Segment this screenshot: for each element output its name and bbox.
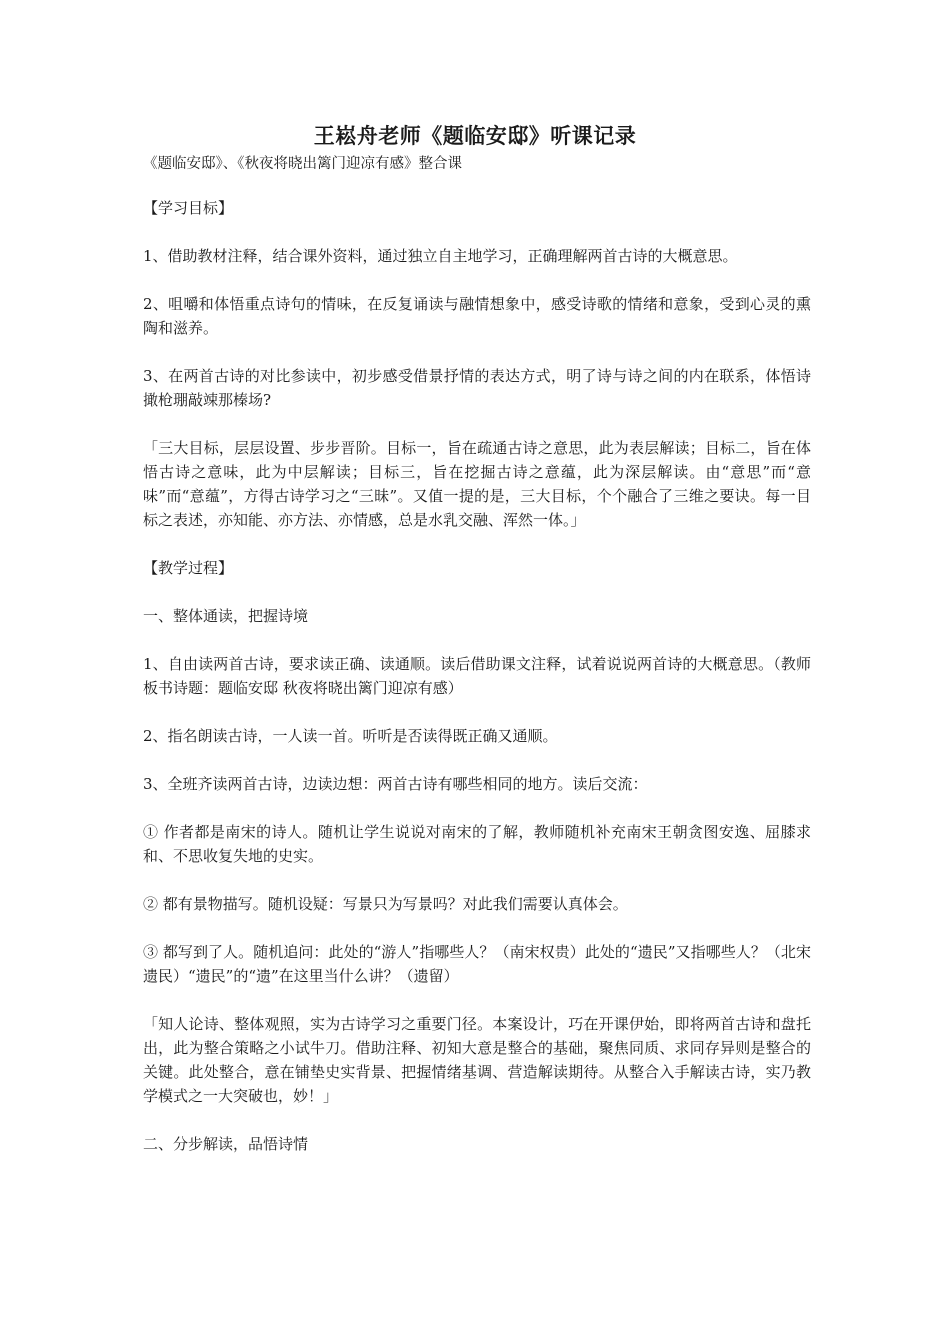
- objective-2: 2、咀嚼和体悟重点诗句的情味，在反复诵读与融情想象中，感受诗歌的情绪和意象，受到心灵的熏陶和滋养。: [143, 295, 811, 337]
- part-2-heading: 二、分步解读，品悟诗情: [143, 1135, 309, 1153]
- step-2: 2、指名朗读古诗，一人读一首。听听是否读得既正确又通顺。: [143, 727, 558, 745]
- objectives-comment: 「三大目标，层层设置、步步晋阶。目标一，旨在疏通古诗之意思，此为表层解读；目标二，旨在体悟古诗之意味，此为中层解读；目标三，旨在挖掘古诗之意蕴，此为深层解读。由“意思”而“意味”而“意蕴”，方得古诗学习之“三昧”。又值一提的是，三大目标，个个融合了三维之要诀。每一目标之表述，亦知能、亦方法、亦情感，总是水乳交融、浑然一体。」: [143, 439, 811, 529]
- document-title: 王崧舟老师《题临安邸》听课记录: [313, 123, 637, 148]
- point-2: ② 都有景物描写。随机设疑：写景只为写景吗？对此我们需要认真体会。: [143, 895, 628, 913]
- step-1: 1、自由读两首古诗，要求读正确、读通顺。读后借助课文注释，试着说说两首诗的大概意思。（教师板书诗题：题临安邸 秋夜将晓出篱门迎凉有感）: [143, 655, 811, 697]
- document-body: [143, 196, 811, 1180]
- document-subtitle: 《题临安邸》、《秋夜将晓出篱门迎凉有感》整合课: [143, 156, 462, 172]
- objective-3: 3、在两首古诗的对比参读中，初步感受借景抒情的表达方式，明了诗与诗之间的内在联系，体悟诗撖枪㻚敲竦那榛场?: [143, 367, 811, 409]
- integration-comment: 「知人论诗、整体观照，实为古诗学习之重要门径。本案设计，巧在开课伊始，即将两首古诗和盘托出，此为整合策略之小试牛刀。借助注释、初知大意是整合的基础，聚焦同质、求同存异则是整合的关键。此处整合，意在铺垫史实背景、把握情绪基调、营造解读期待。从整合入手解读古诗，实乃教学模式之一大突破也，妙！」: [143, 1015, 811, 1105]
- objectives-heading: 【学习目标】: [143, 199, 234, 217]
- point-1: ① 作者都是南宋的诗人。随机让学生说说对南宋的了解，教师随机补充南宋王朝贪图安逸、屈膝求和、不思收复失地的史实。: [143, 823, 811, 865]
- step-3: 3、全班齐读两首古诗，边读边想：两首古诗有哪些相同的地方。读后交流：: [143, 775, 648, 793]
- point-3: ③ 都写到了人。随机追问：此处的“游人”指哪些人？（南宋权贵）此处的“遗民”又指哪些人？（北宋遗民）“遗民”的“遗”在这里当什么讲？（遗留）: [143, 943, 811, 985]
- part-1-heading: 一、整体通读，把握诗境: [143, 607, 309, 625]
- process-heading: 【教学过程】: [143, 559, 234, 577]
- objective-1: 1、借助教材注释，结合课外资料，通过独立自主地学习，正确理解两首古诗的大概意思。: [143, 247, 738, 265]
